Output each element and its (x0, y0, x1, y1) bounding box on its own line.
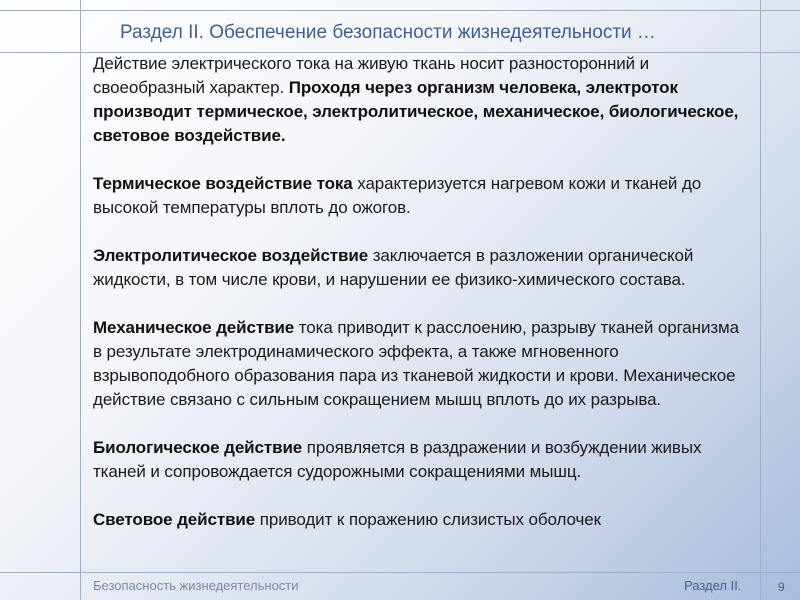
paragraph-text: приводит к поражению слизистых оболочек (255, 510, 601, 529)
footer-course-title: Безопасность жизнедеятельности (93, 578, 299, 593)
paragraph-text: характеризуется нагревом кожи и тканей до высокой температуры вплоть до ожогов. (93, 174, 702, 217)
footer-section: Раздел II. (684, 578, 742, 593)
paragraph-light (93, 508, 743, 532)
paragraph-biological (93, 436, 743, 484)
frame-line-right (760, 0, 761, 600)
intro-bold-text: Проходя через организм человека, электроток производит термическое, электролитическое, механическое, биологическое, световое воздействие. (93, 78, 739, 145)
intro-paragraph (93, 52, 743, 148)
paragraph-term: Световое действие (93, 510, 256, 529)
paragraph-text: проявляется в раздражении и возбуждении живых тканей и сопровождается судорожными сокращениями мышц. (93, 438, 702, 481)
paragraph-electrolytic (93, 244, 743, 292)
paragraph-term: Термическое воздействие тока (93, 174, 353, 193)
frame-line-top (0, 10, 800, 11)
paragraph-text: тока приводит к расслоению, разрыву тканей организма в результате электродинамического эффекта, а также мгновенного взрывоподобного образования пара из тканевой жидкости и крови. Механическое действие связано с сильным сокращением мышц вплоть до их разрыва. (93, 318, 739, 409)
paragraph-mechanical (93, 316, 743, 412)
paragraph-thermal (93, 172, 743, 220)
slide-title: Раздел II. Обеспечение безопасности жизнедеятельности … (120, 22, 656, 43)
intro-text: Действие электрического тока на живую ткань носит разносторонний и своеобразный характер. (93, 54, 650, 97)
slide-content (93, 52, 743, 600)
paragraph-term: Электролитическое воздействие (93, 246, 369, 265)
page-number: 9 (778, 580, 785, 594)
paragraph-text: заключается в разложении органической жидкости, в том числе крови, и нарушении ее физико-химического состава. (93, 246, 694, 289)
paragraph-term: Биологическое действие (93, 438, 303, 457)
paragraph-term: Механическое действие (93, 318, 295, 337)
frame-line-left (80, 0, 81, 600)
